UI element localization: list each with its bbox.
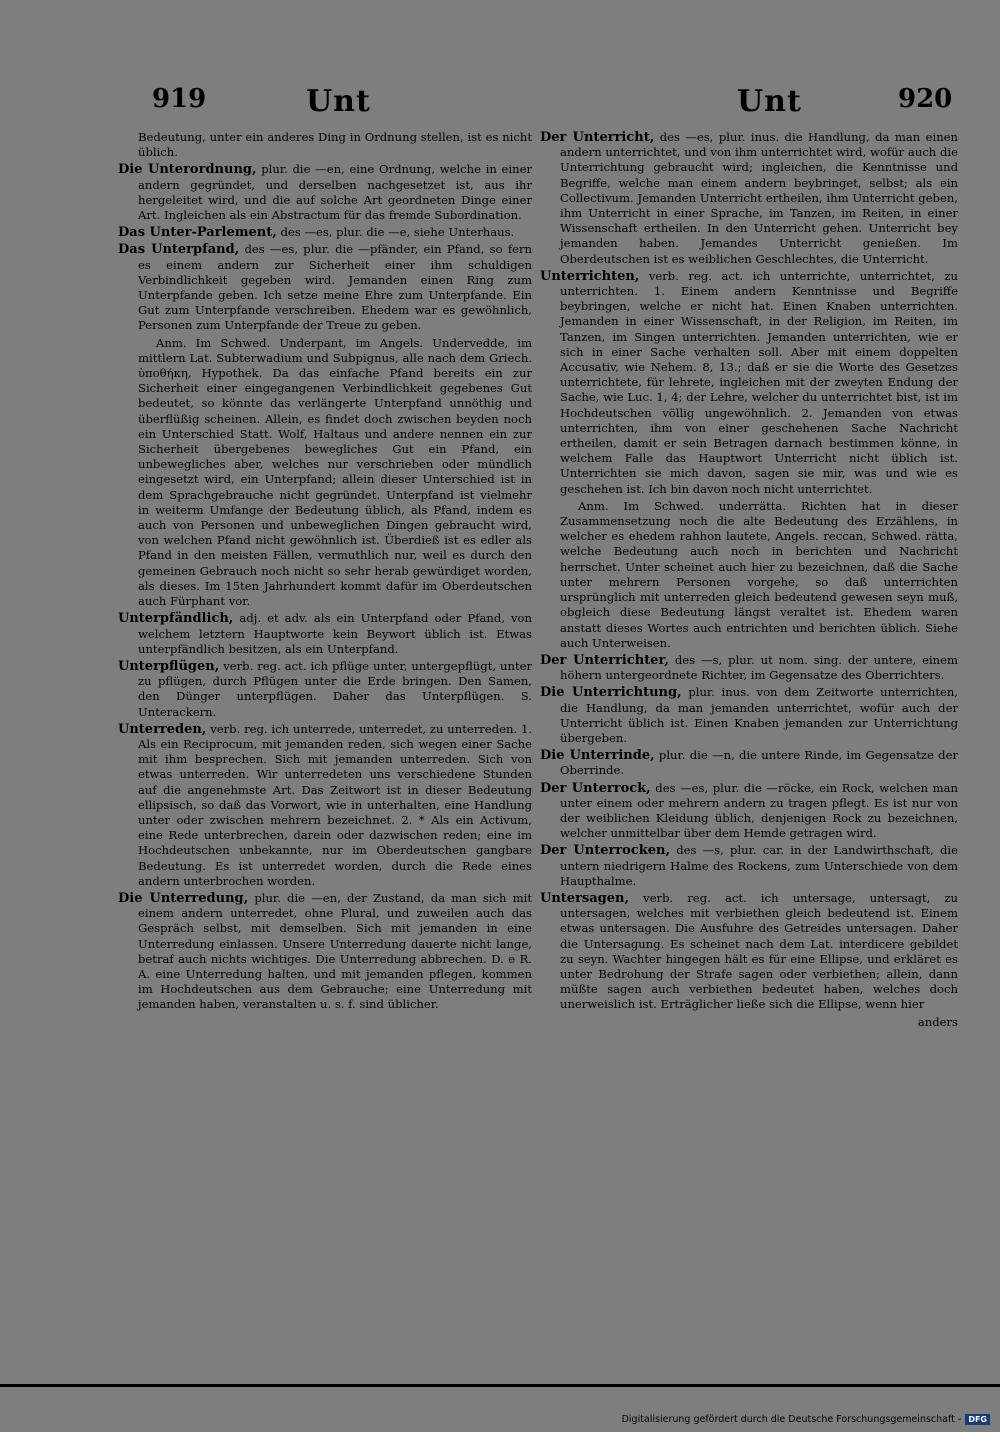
definition: plur. die —en, der Zustand, da man sich mit einem andern unterredet, ohne Plural, und zuweilen auch das Gespräch selbst, mit demselben. Sich mit jemanden in eine Unterredung einlassen. Unsere Unterredung dauerte nicht lange, betraf auch nichts wichtiges. Die Unterredung abbrechen. D. e R. A. eine Unterredung halten, und mit jemanden pflegen, kommen im Hochdeutschen aus dem Gebrauche; eine Unterredung mit jemanden haben, veranstalten u. s. f. sind üblicher. xyxy=(138,890,532,1012)
lemma: Die Unterrinde, xyxy=(540,748,655,764)
annotation-unterpfand: Anm. Im Schwed. Underpant, im Angels. Undervedde, im mittlern Lat. Subterwadium und Subpignus, alle nach dem Griech. ὑποθήκη, Hypothek. Da das einfache Pfand bereits ein zur Sicherheit einer eingegangenen Verbindlichkeit gegebenes Gut bedeutet, so könnte das verlängerte Unterpfand unnöthig und überflüßig scheinen. Allein, es findet doch zwischen beyden noch ein Unterschied Statt. Wolf, Haltaus und andere nennen ein zur Sicherheit übergebenes bewegliches Gut ein Pfand, ein unbewegliches aber, welches nur verschrieben oder mündlich eingesetzt wird, ein Unterpfand; allein dieser Unterschied ist in dem Sprachgebrauche nicht gegründet. Unterpfand ist vielmehr in weiterm Umfange der Bedeutung üblich, als Pfand, indem es auch von Personen und unbeweglichen Dingen gebraucht wird, von welchen Pfand nicht gewöhnlich ist. Überdieß ist es edler als Pfand in den meisten Fällen, vermuthlich nur, weil es durch den gemeinen Gebrauch noch nicht so sehr herab gewürdiget worden, als dieses. Im 15ten Jahrhundert kommt dafür im Oberdeutschen auch Fürphant vor. xyxy=(138,335,532,609)
lemma: Der Unterrock, xyxy=(540,780,651,796)
definition: verb. reg. act. ich unterrichte, unterrichtet, zu unterrichten. 1. Einem andern Kenntnisse und Begriffe beybringen, welche er nicht hat. Einen Knaben unterrichten. Jemanden in einer Wissenschaft, in der Religion, im Reiten, im Tanzen, im Singen unterrichten. Jemanden unterrichten, wie er sich in einer Sache verhalten soll. Aber mit einem doppelten Accusativ, wie Nehem. 8, 13.; daß er sie die Worte des Gesetzes unterrichtete, für lehrete, ingleichen mit der zweyten Endung der Sache, wie Luc. 1, 4; der Lehre, welcher du unterrichtet bist, ist im Hochdeutschen völlig ungewöhnlich. 2. Jemanden von etwas unterrichten, ihm von einer geschehenen Sache Nachricht ertheilen, damit er sein Betragen darnach bestimmen könne, in welchem Falle das Hauptwort Unterricht nicht üblich ist. Unterrichten sie mich davon, sagen sie mir, was und wie es geschehen ist. Ich bin davon noch nicht unterrichtet. xyxy=(560,268,958,496)
entry-unterrichter xyxy=(540,653,958,683)
entry-unterrock xyxy=(540,781,958,842)
entry-continuation: Bedeutung, unter ein anderes Ding in Ordnung stellen, ist es nicht üblich. xyxy=(138,130,532,160)
lemma: Die Unterredung, xyxy=(118,890,249,906)
lemma: Untersagen, xyxy=(540,890,629,906)
definition: des —es, plur. inus. die Handlung, da man einen andern unterrichtet, und von ihm unterrichtet wird, wofür auch die Unterrichtung gebraucht wird; ingleichen, die Kenntnisse und Begriffe, welche man einem andern beybringet, selbst; als ein Collectivum. Jemanden Unterricht ertheilen, ihm Unterricht geben, ihm Unterricht in einer Sprache, im Tanzen, im Reiten, in einer Wissenschaft ertheilen. In den Unterricht gehen. Unterricht bey jemanden haben. Jemandes Unterricht genießen. Im Oberdeutschen ist es weiblichen Geschlechtes, die Unterricht. xyxy=(560,130,958,266)
definition: plur. inus. von dem Zeitworte unterrichten, die Handlung, da man jemanden unterrichtet, wofür auch der Unterricht üblich ist. Einen Knaben jemanden zur Unterrichtung übergeben. xyxy=(560,685,959,745)
definition: des —s, plur. car. in der Landwirthschaft, die untern niedrigern Halme des Rockens, zum Unterschiede von dem Haupthalme. xyxy=(560,843,958,888)
definition: des —es, plur. die —e, siehe Unterhaus. xyxy=(280,225,515,240)
definition: plur. die —n, die untere Rinde, im Gegensatze der Oberrinde. xyxy=(560,748,958,778)
annotation-unterrichten: Anm. Im Schwed. underrätta. Richten hat in dieser Zusammensetzung noch die alte Bedeutung des Erzählens, in welcher es ehedem rahhon lautete, Angels. reccan, Schwed. rätta, welche Bedeutung auch noch in berichten und Nachricht herrschet. Unter scheinet auch hier zu bezeichnen, daß die Sache unter mehrern Personen vorgehe, so daß unterrichten ursprünglich mit unterreden gleich bedeutend gewesen seyn muß, obgleich diese Bedeutung längst veraltet ist. Ehedem waren anstatt dieses Wortes auch entrichten und berichten üblich. Siehe auch Unterweisen. xyxy=(560,498,958,650)
entry-untersagen xyxy=(540,891,958,1013)
definition: des —es, plur. die —pfänder, ein Pfand, so fern es einem andern zur Sicherheit einer ihm schuldigen Verbindlichkeit gegeben wird. Jemanden einen Ring zum Unterpfande geben. Ich setze meine Ehre zum Unterpfande. Ein Gut zum Unterpfande verschreiben. Ehedem war es gewöhnlich, Personen zum Unterpfande der Treue zu geben. xyxy=(138,242,532,333)
right-running-head: Unt xyxy=(737,84,802,119)
right-column xyxy=(540,130,958,1030)
definition: verb. reg. act. ich untersage, untersagt, zu untersagen, welches mit verbiethen gleich bedeutend ist. Einem etwas untersagen. Die Ausfuhre des Getreides untersagen. Daher die Untersagung. Es scheinet nach dem Lat. interdicere gebildet zu seyn. Wachter hingegen hält es für eine Ellipse, und erkläret es unter Bedrohung der Strafe sagen oder verbiethen; allein, dann müßte sagen auch verbiethen bedeutet haben, welches doch unerweislich ist. Erträglicher ließe sich die Ellipse, wenn hier xyxy=(560,890,959,1012)
left-page-number: 919 xyxy=(152,84,207,114)
lemma: Das Unter-Parlement, xyxy=(118,225,277,241)
entry-unterrichtung xyxy=(540,685,958,746)
definition: verb. reg. act. ich pflüge unter, untergepflügt, unter zu pflügen, durch Pflügen unter die Erde bringen. Den Samen, den Dünger unterpflügen. Daher das Unterpflügen. S. Unterackern. xyxy=(138,658,533,719)
left-running-head: Unt xyxy=(306,84,371,119)
catchword: anders xyxy=(917,1014,958,1029)
lemma: Das Unterpfand, xyxy=(118,242,240,258)
lemma: Unterreden, xyxy=(118,721,207,737)
entry-unterredung xyxy=(118,891,532,1013)
definition: verb. reg. ich unterrede, unterredet, zu unterreden. 1. Als ein Reciprocum, mit jemanden reden, sich wegen einer Sache mit ihm besprechen. Sich mit jemanden unterreden. Sich von etwas unterreden. Wir unterredeten uns verschiedene Stunden auf die angenehmste Art. Das Zeitwort ist in dieser Bedeutung ellipsisch, so daß das Vorwort, wie in unterhalten, eine Handlung unter oder zwischen mehrern bezeichnet. 2. * Als ein Activum, eine Rede unterbrechen, darein oder dazwischen reden; eine im Hochdeutschen unbekannte, nur im Oberdeutschen gangbare Bedeutung. Es ist unterredet worden, durch die Rede eines andern unterbrochen worden. xyxy=(138,721,533,888)
lemma: Unterpfändlich, xyxy=(118,611,234,627)
entry-unter-parlement xyxy=(118,225,532,240)
entry-unterpfaendlich xyxy=(118,611,532,657)
lemma: Unterpflügen, xyxy=(118,658,220,674)
entry-unterreden xyxy=(118,722,532,889)
footer-credit xyxy=(622,1414,990,1425)
entry-unterrocken xyxy=(540,843,958,889)
lemma: Die Unterrichtung, xyxy=(540,685,682,701)
left-column xyxy=(118,130,532,1015)
lemma: Der Unterricht, xyxy=(540,130,655,145)
entry-unterpfand xyxy=(118,242,532,333)
footer-text: Digitalisierung gefördert durch die Deutsche Forschungsgemeinschaft - xyxy=(621,1414,962,1425)
definition: plur. die —en, eine Ordnung, welche in einer andern gegründet, und derselben nachgesetzet ist, aus ihr hergeleitet wird, und die auf solche Art geordneten Dinge einer Art. Ingleichen als ein Abstractum für das fremde Subordination. xyxy=(138,162,533,223)
entry-unterricht xyxy=(540,130,958,267)
entry-unterrinde xyxy=(540,748,958,778)
entry-unterpfluegen xyxy=(118,659,532,720)
lemma: Die Unterordnung, xyxy=(118,162,257,178)
lemma: Der Unterrocken, xyxy=(540,843,671,859)
entry-unterordnung xyxy=(118,162,532,223)
lemma: Unterrichten, xyxy=(540,268,640,284)
bottom-rule xyxy=(0,1384,1000,1387)
definition: des —es, plur. die —röcke, ein Rock, welchen man unter einem oder mehrern andern zu tragen pflegt. Es ist nur von der weiblichen Kleidung üblich, denjenigen Rock zu bezeichnen, welcher unmittelbar über dem Hemde getragen wird. xyxy=(560,780,958,841)
definition: des —s, plur. ut nom. sing. der untere, einem höhern untergeordnete Richter, im Gegensatze des Oberrichters. xyxy=(560,652,958,683)
definition: adj. et adv. als ein Unterpfand oder Pfand, von welchem letztern Hauptworte kein Beywort üblich ist. Etwas unterpfändlich besitzen, als ein Unterpfand. xyxy=(138,611,532,656)
entry-unterrichten xyxy=(540,269,958,497)
dfg-logo: DFG xyxy=(965,1414,990,1425)
right-page-number: 920 xyxy=(898,84,953,114)
lemma: Der Unterrichter, xyxy=(540,652,669,668)
